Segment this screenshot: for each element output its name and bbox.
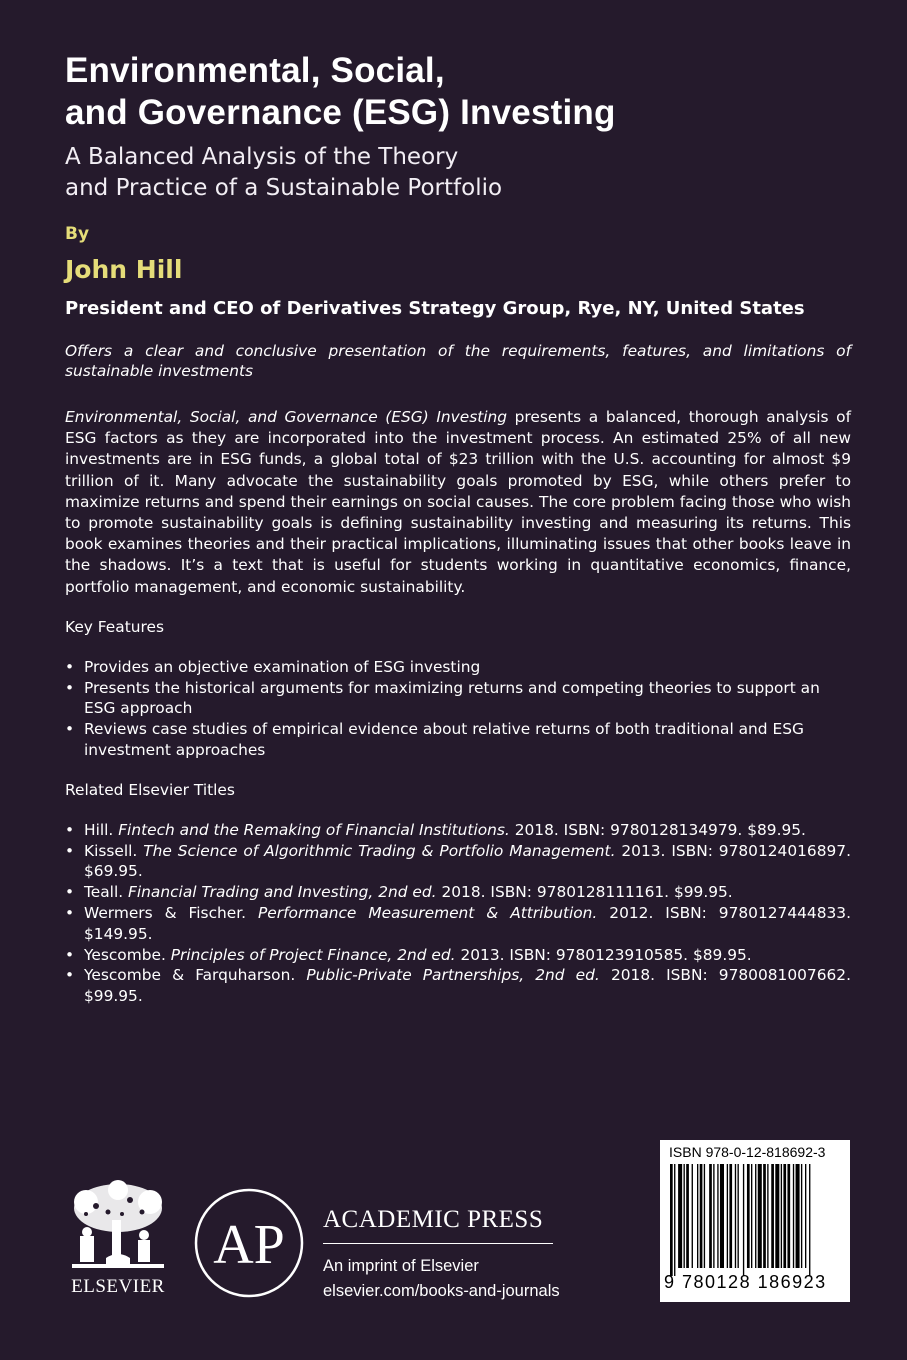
related-author: Yescombe & Farquharson. <box>84 966 307 985</box>
barcode-bar <box>670 1164 673 1276</box>
barcode-bar <box>717 1164 718 1268</box>
related-title: Performance Measurement & Attribution. <box>258 904 598 922</box>
title-line-2: and Governance (ESG) Investing <box>65 93 616 132</box>
publisher-url: elsevier.com/books-and-journals <box>323 1282 560 1300</box>
barcode-bar <box>727 1164 728 1268</box>
isbn-label: ISBN 978-0-12-818692-3 <box>669 1144 826 1160</box>
list-item <box>65 841 851 883</box>
tagline: Offers a clear and conclusive presentation of the requirements, features, and limitations of sustainable investments <box>65 342 851 380</box>
related-author: Teall. <box>84 883 129 902</box>
book-title <box>65 50 851 134</box>
barcode-bar <box>709 1164 712 1268</box>
related-author: Hill. <box>84 820 119 839</box>
barcode-bar <box>738 1164 739 1268</box>
barcode-bar <box>771 1164 774 1268</box>
related-details: 2018. ISBN: 9780128111161. $99.95. <box>436 883 733 902</box>
barcode-bar <box>704 1164 705 1268</box>
related-title: Financial Trading and Investing, 2nd ed. <box>128 883 437 902</box>
book-subtitle <box>65 142 851 204</box>
barcode-bar <box>692 1164 693 1268</box>
elsevier-logo <box>66 1180 170 1300</box>
barcode-bar <box>809 1164 810 1276</box>
elsevier-wordmark: ELSEVIER <box>71 1276 165 1297</box>
barcode-bar <box>674 1164 675 1276</box>
barcode-bar <box>729 1164 732 1268</box>
publisher-name: ACADEMIC PRESS <box>323 1206 544 1233</box>
list-item <box>65 820 851 841</box>
divider <box>323 1243 553 1244</box>
description-book-title: Environmental, Social, and Governance (ESG) Investing <box>65 408 508 426</box>
barcode-bar <box>801 1164 802 1268</box>
barcode-bar <box>700 1164 703 1268</box>
related-details: 2018. ISBN: 9780128134979. $89.95. <box>509 820 806 839</box>
related-title: Public-Private Partnerships, 2nd ed. <box>306 966 600 985</box>
academic-press-logo <box>193 1187 305 1299</box>
barcode-bar <box>767 1164 768 1268</box>
barcode-bar <box>781 1164 782 1268</box>
barcode-bar <box>697 1164 698 1268</box>
related-details: 2012. ISBN: 9780127444833. $149.95. <box>84 904 851 943</box>
ap-monogram-text: AP <box>213 1214 285 1276</box>
barcode-bar <box>763 1164 766 1268</box>
barcode-bar <box>720 1164 724 1268</box>
barcode-digits: 9 780128 186923 <box>664 1272 827 1292</box>
barcode-bar <box>796 1164 800 1268</box>
by-label: By <box>65 224 90 244</box>
list-item: • Presents the historical arguments for maximizing returns and competing theories to support an ESG approach <box>65 678 851 720</box>
related-author: Kissell. <box>84 841 144 860</box>
barcode-bar <box>743 1164 744 1276</box>
related-author: Wermers & Fischer. <box>84 904 259 922</box>
barcode-bar <box>758 1164 762 1268</box>
key-features-list <box>65 657 851 761</box>
related-details: 2018. ISBN: 9780081007662. $99.95. <box>84 966 851 1006</box>
related-details: 2013. ISBN: 9780123910585. $89.95. <box>455 945 752 964</box>
barcode-bar <box>805 1164 806 1268</box>
author-affiliation: President and CEO of Derivatives Strategy Group, Rye, NY, United States <box>65 298 805 319</box>
description-body: presents a balanced, thorough analysis of ESG factors as they are incorporated into the investment process. An estimated 25% of all new investments are in ESG funds, a global total of $23 trillion with the U.S. accounting for almost $9 trillion of it. Many advocate the sustainability goals promoted by ESG, while others prefer to maximize returns and spend their earnings on social causes. The core problem facing those who wish to promote sustainability goals is defining sustainability investing and measuring its returns. This book examines theories and their practical implications, illuminating issues that other books leave in the shadows. It’s a text that is useful for students working in quantitative economics, finance, portfolio management, and economic sustainability. <box>65 408 851 596</box>
related-title: Fintech and the Remaking of Financial Institutions. <box>118 820 510 839</box>
imprint-line: An imprint of Elsevier <box>323 1257 479 1275</box>
related-titles-list <box>65 820 851 1007</box>
key-features-heading: Key Features <box>65 617 164 636</box>
title-line-1: Environmental, Social, <box>65 51 445 90</box>
barcode-bar <box>755 1164 756 1268</box>
subtitle-line-2: and Practice of a Sustainable Portfolio <box>65 175 503 201</box>
list-item <box>65 882 851 903</box>
list-item <box>65 945 851 966</box>
ap-monogram-icon <box>193 1187 305 1299</box>
related-titles-heading: Related Elsevier Titles <box>65 780 235 799</box>
related-details: 2013. ISBN: 9780124016897. $69.95. <box>84 841 851 881</box>
barcode-bars <box>668 1164 842 1276</box>
barcode-bar <box>793 1164 794 1268</box>
barcode-bar <box>747 1164 750 1268</box>
barcode-bar <box>686 1164 689 1268</box>
barcode-bar <box>775 1164 779 1268</box>
related-title: The Science of Algorithmic Trading & Portfolio Management. <box>143 841 616 860</box>
barcode-bar <box>684 1164 685 1268</box>
barcode-bar <box>751 1164 752 1268</box>
barcode-bar <box>783 1164 786 1268</box>
academic-press-text <box>323 1205 560 1304</box>
description <box>65 407 851 598</box>
barcode-bar <box>735 1164 736 1268</box>
list-item <box>65 965 851 1007</box>
author-name: John Hill <box>65 255 183 284</box>
list-item <box>65 903 851 945</box>
barcode-bar <box>787 1164 790 1268</box>
subtitle-line-1: A Balanced Analysis of the Theory <box>65 144 459 170</box>
cover-text <box>65 50 851 1007</box>
related-title: Principles of Project Finance, 2nd ed. <box>170 945 456 964</box>
elsevier-tree-icon <box>66 1180 170 1276</box>
list-item: • Reviews case studies of empirical evidence about relative returns of both traditional and ESG investment approaches <box>65 719 851 761</box>
list-item: • Provides an objective examination of ESG investing <box>65 657 851 678</box>
related-author: Yescombe. <box>84 945 171 964</box>
barcode-bar <box>678 1164 682 1268</box>
isbn-barcode <box>660 1140 850 1302</box>
barcode-bar <box>713 1164 714 1268</box>
